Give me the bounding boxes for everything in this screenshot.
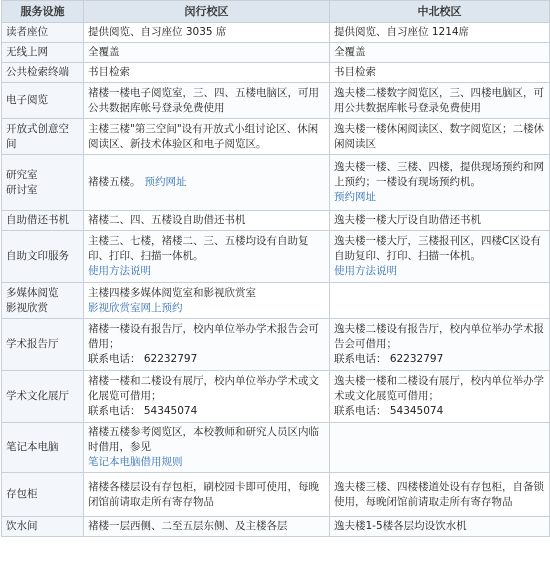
zhongbei-text: 逸夫楼二楼设有报告厅，校内单位举办学术报告会可借用；: [334, 323, 544, 350]
minhang-cell: [84, 283, 330, 319]
zhongbei-text: 书目检索: [334, 66, 376, 78]
zhongbei-cell: [330, 473, 550, 517]
service-name-line: 公共检索终端: [6, 66, 69, 78]
minhang-cell: [84, 83, 330, 119]
minhang-text: 主楼三、七楼，褚楼二、三、五楼均设有自助复印、打印、扫描一体机。: [88, 235, 309, 262]
table-header-row: [2, 1, 550, 23]
zhongbei-cell: [330, 83, 550, 119]
minhang-cell: [84, 211, 330, 231]
minhang-text: 褚楼一层西侧、二至五层东侧、及主楼各层: [88, 520, 288, 532]
service-name: [2, 211, 84, 231]
service-name: [2, 83, 84, 119]
zhongbei-cell: [330, 371, 550, 423]
service-name: [2, 319, 84, 371]
zhongbei-link[interactable]: 预约网址: [334, 191, 376, 203]
minhang-text: 提供阅览、自习座位 3035 席: [88, 26, 227, 38]
table-row: [2, 23, 550, 43]
service-name-line: 无线上网: [6, 46, 48, 58]
zhongbei-cell: [330, 211, 550, 231]
table-row: [2, 473, 550, 517]
zhongbei-text: 逸夫楼一楼大厅设自助借还书机: [334, 214, 481, 226]
service-name-line: 自助文印服务: [6, 250, 69, 262]
zhongbei-text: 逸夫楼1-5楼各层均设饮水机: [334, 520, 467, 532]
service-name: [2, 119, 84, 155]
minhang-cell: [84, 473, 330, 517]
service-name-line: 饮水间: [6, 520, 38, 532]
minhang-link[interactable]: 使用方法说明: [88, 265, 151, 277]
table-row: [2, 371, 550, 423]
minhang-text: 褚楼一楼电子阅览室，三、四、五楼电脑区，可用公共数据库帐号登录免费使用: [88, 86, 319, 114]
service-name-line: 学术文化展厅: [6, 390, 69, 402]
service-name-line: 开放式创意空间: [6, 122, 69, 150]
service-name: [2, 23, 84, 43]
service-name: [2, 517, 84, 537]
table-row: [2, 231, 550, 283]
zhongbei-cell: [330, 517, 550, 537]
minhang-text: 联系电话： 54345074: [88, 405, 198, 417]
minhang-text: 褚楼五楼。: [88, 176, 141, 188]
zhongbei-text: 联系电话： 62232797: [334, 353, 444, 365]
minhang-cell: [84, 63, 330, 83]
table-row: [2, 43, 550, 63]
service-name: [2, 283, 84, 319]
zhongbei-text: 逸夫楼一楼休闲阅读区、数字阅览区；二楼休闲阅读区: [334, 122, 544, 150]
minhang-text: 褚楼二、四、五楼设自助借还书机: [88, 214, 246, 226]
table-row: [2, 319, 550, 371]
minhang-text: 褚楼五楼参考阅览区，本校教师和研究人员区内临时借用，参见: [88, 426, 319, 453]
minhang-text: 全覆盖: [88, 46, 120, 58]
zhongbei-cell: [330, 319, 550, 371]
header-service: 服务设施: [2, 1, 84, 23]
zhongbei-cell: [330, 119, 550, 155]
zhongbei-cell: [330, 231, 550, 283]
zhongbei-cell: [330, 43, 550, 63]
zhongbei-cell: [330, 63, 550, 83]
table-row: [2, 83, 550, 119]
zhongbei-link[interactable]: 使用方法说明: [334, 265, 397, 277]
service-name-line: 学术报告厅: [6, 338, 59, 350]
minhang-cell: [84, 23, 330, 43]
service-name-line: 多媒体阅览: [6, 286, 59, 299]
zhongbei-cell: [330, 23, 550, 43]
minhang-text: 褚楼一楼和二楼设有展厅，校内单位举办学术或文化展览可借用；: [88, 375, 319, 402]
header-minhang: 闵行校区: [84, 1, 330, 23]
minhang-cell: [84, 119, 330, 155]
services-table: [1, 0, 550, 537]
minhang-link[interactable]: 笔记本电脑借用规则: [88, 456, 183, 468]
minhang-link[interactable]: 影视欣赏室网上预约: [88, 301, 183, 314]
table-row: [2, 517, 550, 537]
service-name-line: 电子阅览: [6, 94, 48, 106]
minhang-text: 书目检索: [88, 66, 130, 78]
minhang-cell: [84, 517, 330, 537]
service-name-line: 研讨室: [6, 183, 38, 196]
table-row: [2, 283, 550, 319]
minhang-cell: [84, 423, 330, 473]
zhongbei-text: 逸夫楼一楼和二楼设有展厅，校内单位举办学术或文化展览可借用；: [334, 375, 544, 402]
zhongbei-text: 逸夫楼一楼、三楼、四楼，提供现场预约和网上预约；一楼设有现场预约机。: [334, 161, 544, 188]
zhongbei-text: 提供阅览、自习座位 1214席: [334, 26, 470, 38]
table-row: [2, 211, 550, 231]
minhang-text: 褚楼各楼层设有存包柜，刷校园卡即可使用，每晚闭馆前请取走所有寄存物品: [88, 480, 319, 508]
zhongbei-text: 逸夫楼三楼、四楼楼道处设有存包柜，自备锁使用，每晚闭馆前请取走所有寄存物品: [334, 480, 544, 508]
minhang-text: 主楼四楼多媒体阅览室和影视欣赏室: [88, 286, 256, 299]
service-name-line: 自助借还书机: [6, 214, 69, 226]
service-name: [2, 63, 84, 83]
table-row: [2, 63, 550, 83]
zhongbei-cell: [330, 155, 550, 211]
zhongbei-text: 全覆盖: [334, 46, 366, 58]
header-zhongbei: 中北校区: [330, 1, 550, 23]
zhongbei-text: 逸夫楼一楼大厅，三楼报刊区，四楼C区设有自助复印、打印、扫描一体机。: [334, 235, 541, 262]
table-row: [2, 423, 550, 473]
minhang-text: 联系电话： 62232797: [88, 353, 198, 365]
minhang-link[interactable]: 预约网址: [144, 176, 187, 188]
service-name: [2, 423, 84, 473]
minhang-text: 褚楼一楼设有报告厅，校内单位举办学术报告会可借用；: [88, 323, 319, 350]
minhang-cell: [84, 43, 330, 63]
service-name: [2, 473, 84, 517]
service-name: [2, 43, 84, 63]
minhang-cell: [84, 231, 330, 283]
zhongbei-cell: [330, 423, 550, 473]
service-name-line: 研究室: [6, 168, 38, 181]
service-name-line: 存包柜: [6, 488, 38, 500]
service-name-line: 影视欣赏: [6, 301, 48, 314]
zhongbei-text: 逸夫楼二楼数字阅览区，三、四楼电脑区，可用公共数据库帐号登录免费使用: [334, 86, 544, 114]
service-name-line: 笔记本电脑: [6, 441, 59, 453]
zhongbei-text: 联系电话： 54345074: [334, 405, 444, 417]
service-name-line: 读者座位: [6, 26, 48, 38]
service-name: [2, 231, 84, 283]
minhang-cell: [84, 155, 330, 211]
minhang-cell: [84, 319, 330, 371]
zhongbei-cell: [330, 283, 550, 319]
minhang-text: 主楼三楼"第三空间"设有开放式小组讨论区、休闲阅读区、新技术体验区和电子阅览区。: [88, 122, 319, 150]
service-name: [2, 371, 84, 423]
minhang-cell: [84, 371, 330, 423]
table-row: [2, 155, 550, 211]
table-row: [2, 119, 550, 155]
service-name: [2, 155, 84, 211]
